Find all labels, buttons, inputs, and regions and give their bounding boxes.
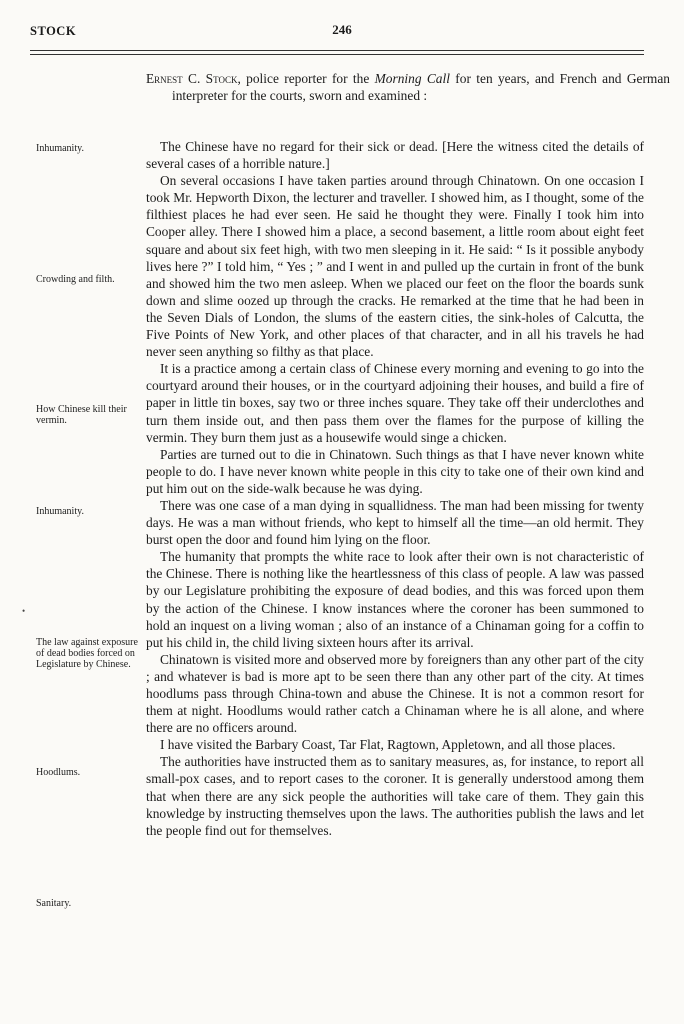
- witness-intro-a: police reporter for the: [240, 71, 375, 86]
- witness-intro: [146, 70, 670, 104]
- header-rule-bottom: [30, 54, 644, 55]
- paragraph: It is a practice among a certain class of Chinese every morning and evening to go into the courtyard around their houses, or in the courtyard adjoining their houses, and build a fire of paper in little tin boxes, say two or three inches square. They take off their underclothes and turn them inside out, and then pass them over the flames for the purpose of killing the vermin. They burn them just as a housewife would singe a chicken.: [146, 361, 644, 445]
- testimony-body: [146, 138, 644, 839]
- margin-note-crowding: Crowding and filth.: [36, 274, 115, 285]
- page-number: 246: [332, 22, 352, 37]
- paragraph: The authorities have instructed them as to sanitary measures, as, for instance, to report all small-pox cases, and to report cases to the coroner. It is generally understood among them that when there are any sick people the authorities will take care of them. They gain this knowledge by instructing themselves upon the laws. The authorities publish the laws and let the people find out for themselves.: [146, 754, 644, 838]
- paragraph: Parties are turned out to die in Chinatown. Such things as that I have never known white people to do. I have never known white people in this city to take one of their own kind and put him out on the side-walk because he was dying.: [146, 446, 644, 496]
- paragraph: There was one case of a man dying in squallidness. The man had been missing for twenty days. He was a man without friends, who kept to himself all the time—an old hermit. They burst open the door and found him lying on the floor.: [146, 497, 644, 548]
- margin-note-vermin: How Chinese kill their vermin.: [36, 404, 127, 426]
- paragraph: Chinatown is visited more and observed more by foreigners than any other part of the city ; and whatever is bad is more apt to be seen there than any other part of the city. At times hoodlums pass through China-town and abuse the Chinese. It is not a common resort for them at night. Hoodlums would rather catch a Chinaman where he is all alone, and where there are no officers around.: [146, 651, 644, 736]
- running-head: STOCK: [30, 24, 77, 38]
- margin-note-inhumanity-2: Inhumanity.: [36, 506, 84, 517]
- witness-name: Ernest C. Stock,: [146, 71, 241, 86]
- paragraph: On several occasions I have taken parties around through Chinatown. On one occasion I took Mr. Hepworth Dixon, the lecturer and traveller. I showed him, as I thought, some of the filthiest places he had ever seen. He said he thought they were. Finally I took him into Cooper alley. There I showed him a place, a second basement, a little room about eight feet square and about six feet high, with two men sleeping in it. He said: “ Is it possible anybody lives here ?” I told him, “ Yes ; ” and I went in and pulled up the curtain in front of the bunk and showed him the two men asleep. When we placed our feet on the floor the boards sunk down and slime oozed up through the cracks. He remarked at the time that he had been in the Seven Dials of London, the slums of the eastern cities, the sink-holes of Calcutta, the Five Points of New York, and other places of that character, and in all his travels he had never seen anything so filthy as that place.: [146, 173, 644, 360]
- paragraph: The Chinese have no regard for their sick or dead. [Here the witness cited the details of several cases of a horrible nature.]: [146, 139, 644, 172]
- margin-note-inhumanity: Inhumanity.: [36, 143, 84, 154]
- newspaper-name: Morning Call: [374, 71, 450, 86]
- witness-intro-b: for ten years, and French and German interpreter for the courts, sworn and examined :: [172, 71, 670, 103]
- paragraph: I have visited the Barbary Coast, Tar Flat, Ragtown, Appletown, and all those places.: [160, 737, 616, 753]
- margin-note-law: The law against exposure of dead bodies forced on Legislature by Chinese.: [36, 637, 138, 670]
- margin-note-sanitary: Sanitary.: [36, 898, 72, 909]
- margin-note-hoodlums: Hoodlums.: [36, 767, 81, 778]
- paragraph: The humanity that prompts the white race to look after their own is not characteristic of the Chinese. There is nothing like the heartlessness of this class of people. A law was passed by our Legislature prohibiting the exposure of dead bodies, and this was forced upon them by the action of the Chinese. I know instances where the coroner has been summoned to hold an inquest on a living woman ; also of an instance of a Chinaman going for a coffin to put his child in, the child living sixteen hours after its arrival.: [146, 549, 644, 650]
- header-rule-top: [30, 50, 644, 51]
- stray-mark: •: [22, 606, 26, 616]
